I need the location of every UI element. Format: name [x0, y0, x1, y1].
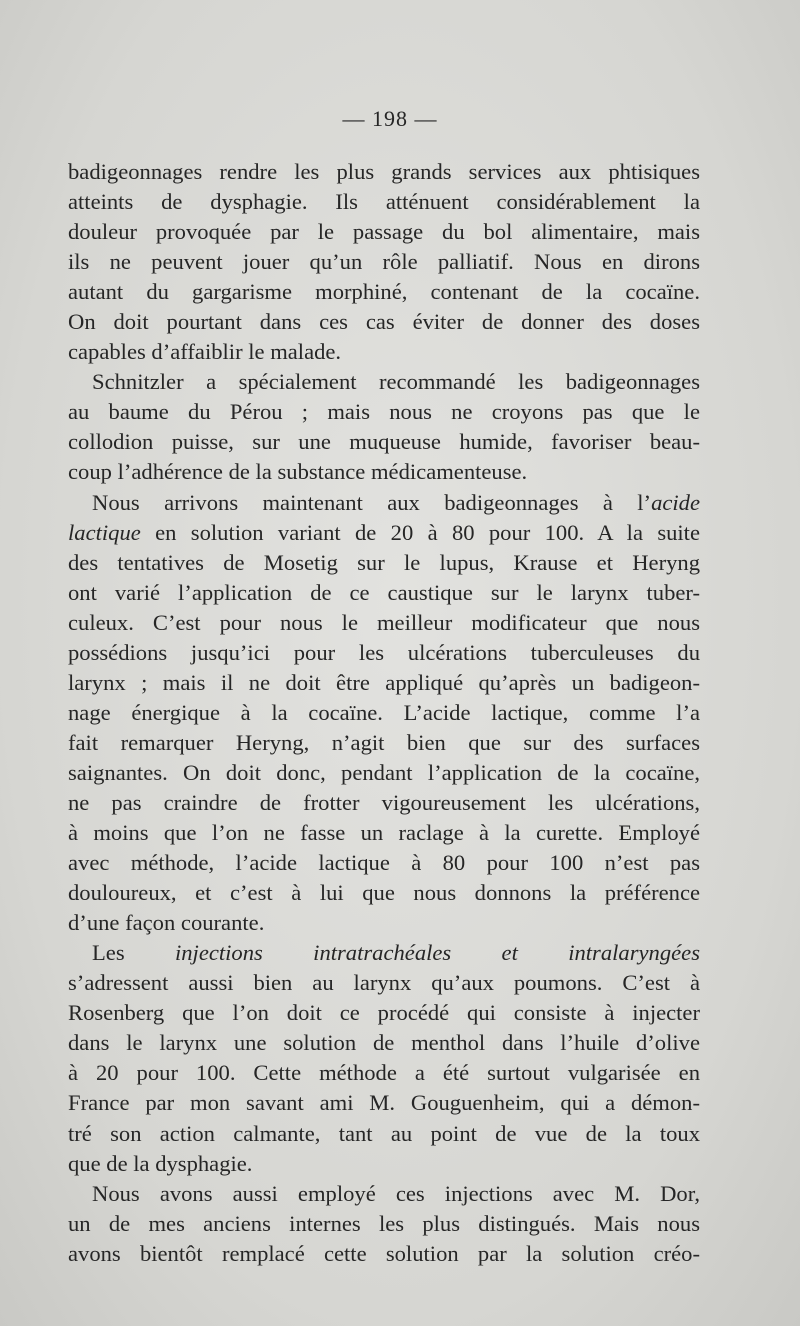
- text-line: avons bientôt remplacé cette solution par la solution créo-: [68, 1240, 700, 1266]
- text-line: tré son action calmante, tant au point de vue de la toux: [68, 1120, 700, 1146]
- text-line: badigeonnages rendre les plus grands services aux phtisiques: [68, 159, 700, 184]
- italic-term: acide: [651, 489, 700, 515]
- text-line: d’une façon courante.: [68, 910, 265, 936]
- text-line: que de la dysphagie.: [68, 1150, 253, 1176]
- text-segment: Nous arrivons maintenant aux badigeonnages à l’: [92, 489, 652, 515]
- text-line: atteints de dysphagie. Ils atténuent considérablement la: [68, 189, 700, 215]
- text-line: coup l’adhérence de la substance médicamenteuse.: [68, 459, 528, 485]
- text-line: à 20 pour 100. Cette méthode a été surtout vulgarisée en: [68, 1060, 700, 1086]
- text-line: douloureux, et c’est à lui que nous donnons la préférence: [68, 880, 700, 906]
- text-line: [68, 518, 700, 548]
- text-line: Rosenberg que l’on doit ce procédé qui consiste à injecter: [68, 1000, 700, 1026]
- text-line: douleur provoquée par le passage du bol alimentaire, mais: [68, 219, 700, 245]
- text-line: autant du gargarisme morphiné, contenant de la cocaïne.: [68, 279, 700, 305]
- text-line: culeux. C’est pour nous le meilleur modificateur que nous: [68, 609, 700, 635]
- text-line: collodion puisse, sur une muqueuse humide, favoriser beau-: [68, 429, 700, 455]
- text-line: larynx ; mais il ne doit être appliqué qu’après un badigeon-: [68, 669, 700, 695]
- text-line: possédions jusqu’ici pour les ulcérations tuberculeuses du: [68, 639, 700, 665]
- text-line: On doit pourtant dans ces cas éviter de donner des doses: [68, 309, 700, 335]
- text-line: Nous avons aussi employé ces injections avec M. Dor,: [92, 1180, 700, 1206]
- text-line: Schnitzler a spécialement recommandé les badigeonnages: [92, 369, 700, 395]
- italic-term: lactique: [68, 519, 141, 545]
- text-line: s’adressent aussi bien au larynx qu’aux poumons. C’est à: [68, 970, 700, 996]
- text-line: au baume du Pérou ; mais nous ne croyons pas que le: [68, 399, 700, 425]
- text-line: ont varié l’application de ce caustique sur le larynx tuber-: [68, 579, 700, 605]
- paragraph-2: [68, 367, 700, 487]
- paragraph-5: [68, 1179, 700, 1269]
- text-line: fait remarquer Heryng, n’agit bien que sur des surfaces: [68, 729, 700, 755]
- text-line: ne pas craindre de frotter vigoureusement les ulcérations,: [68, 789, 700, 815]
- text-line: à moins que l’on ne fasse un raclage à la curette. Employé: [68, 820, 700, 846]
- text-segment: en solution variant de 20 à 80 pour 100. A la suite: [140, 519, 700, 545]
- text-line: avec méthode, l’acide lactique à 80 pour 100 n’est pas: [68, 850, 700, 876]
- text-line: [68, 488, 700, 518]
- text-line: nage énergique à la cocaïne. L’acide lactique, comme l’a: [68, 699, 700, 725]
- text-line: dans le larynx une solution de menthol dans l’huile d’olive: [68, 1030, 700, 1056]
- text-line: un de mes anciens internes les plus distingués. Mais nous: [68, 1210, 700, 1236]
- text-segment: Les: [92, 940, 175, 966]
- body-text: [68, 157, 700, 1269]
- text-line: capables d’affaiblir le malade.: [68, 339, 342, 365]
- text-line: saignantes. On doit donc, pendant l’application de la cocaïne,: [68, 759, 700, 785]
- text-line: [68, 938, 700, 968]
- text-line: ils ne peuvent jouer qu’un rôle palliatif. Nous en dirons: [68, 249, 700, 275]
- text-line: des tentatives de Mosetig sur le lupus, Krause et Heryng: [68, 549, 700, 575]
- paragraph-1: [68, 157, 700, 367]
- page-number: — 198 —: [342, 106, 438, 131]
- text-line: France par mon savant ami M. Gouguenheim, qui a démon-: [68, 1090, 700, 1116]
- italic-term: injections intratrachéales et intralaryngées: [174, 940, 700, 966]
- paragraph-4: [68, 938, 700, 1178]
- paragraph-3: [68, 488, 700, 939]
